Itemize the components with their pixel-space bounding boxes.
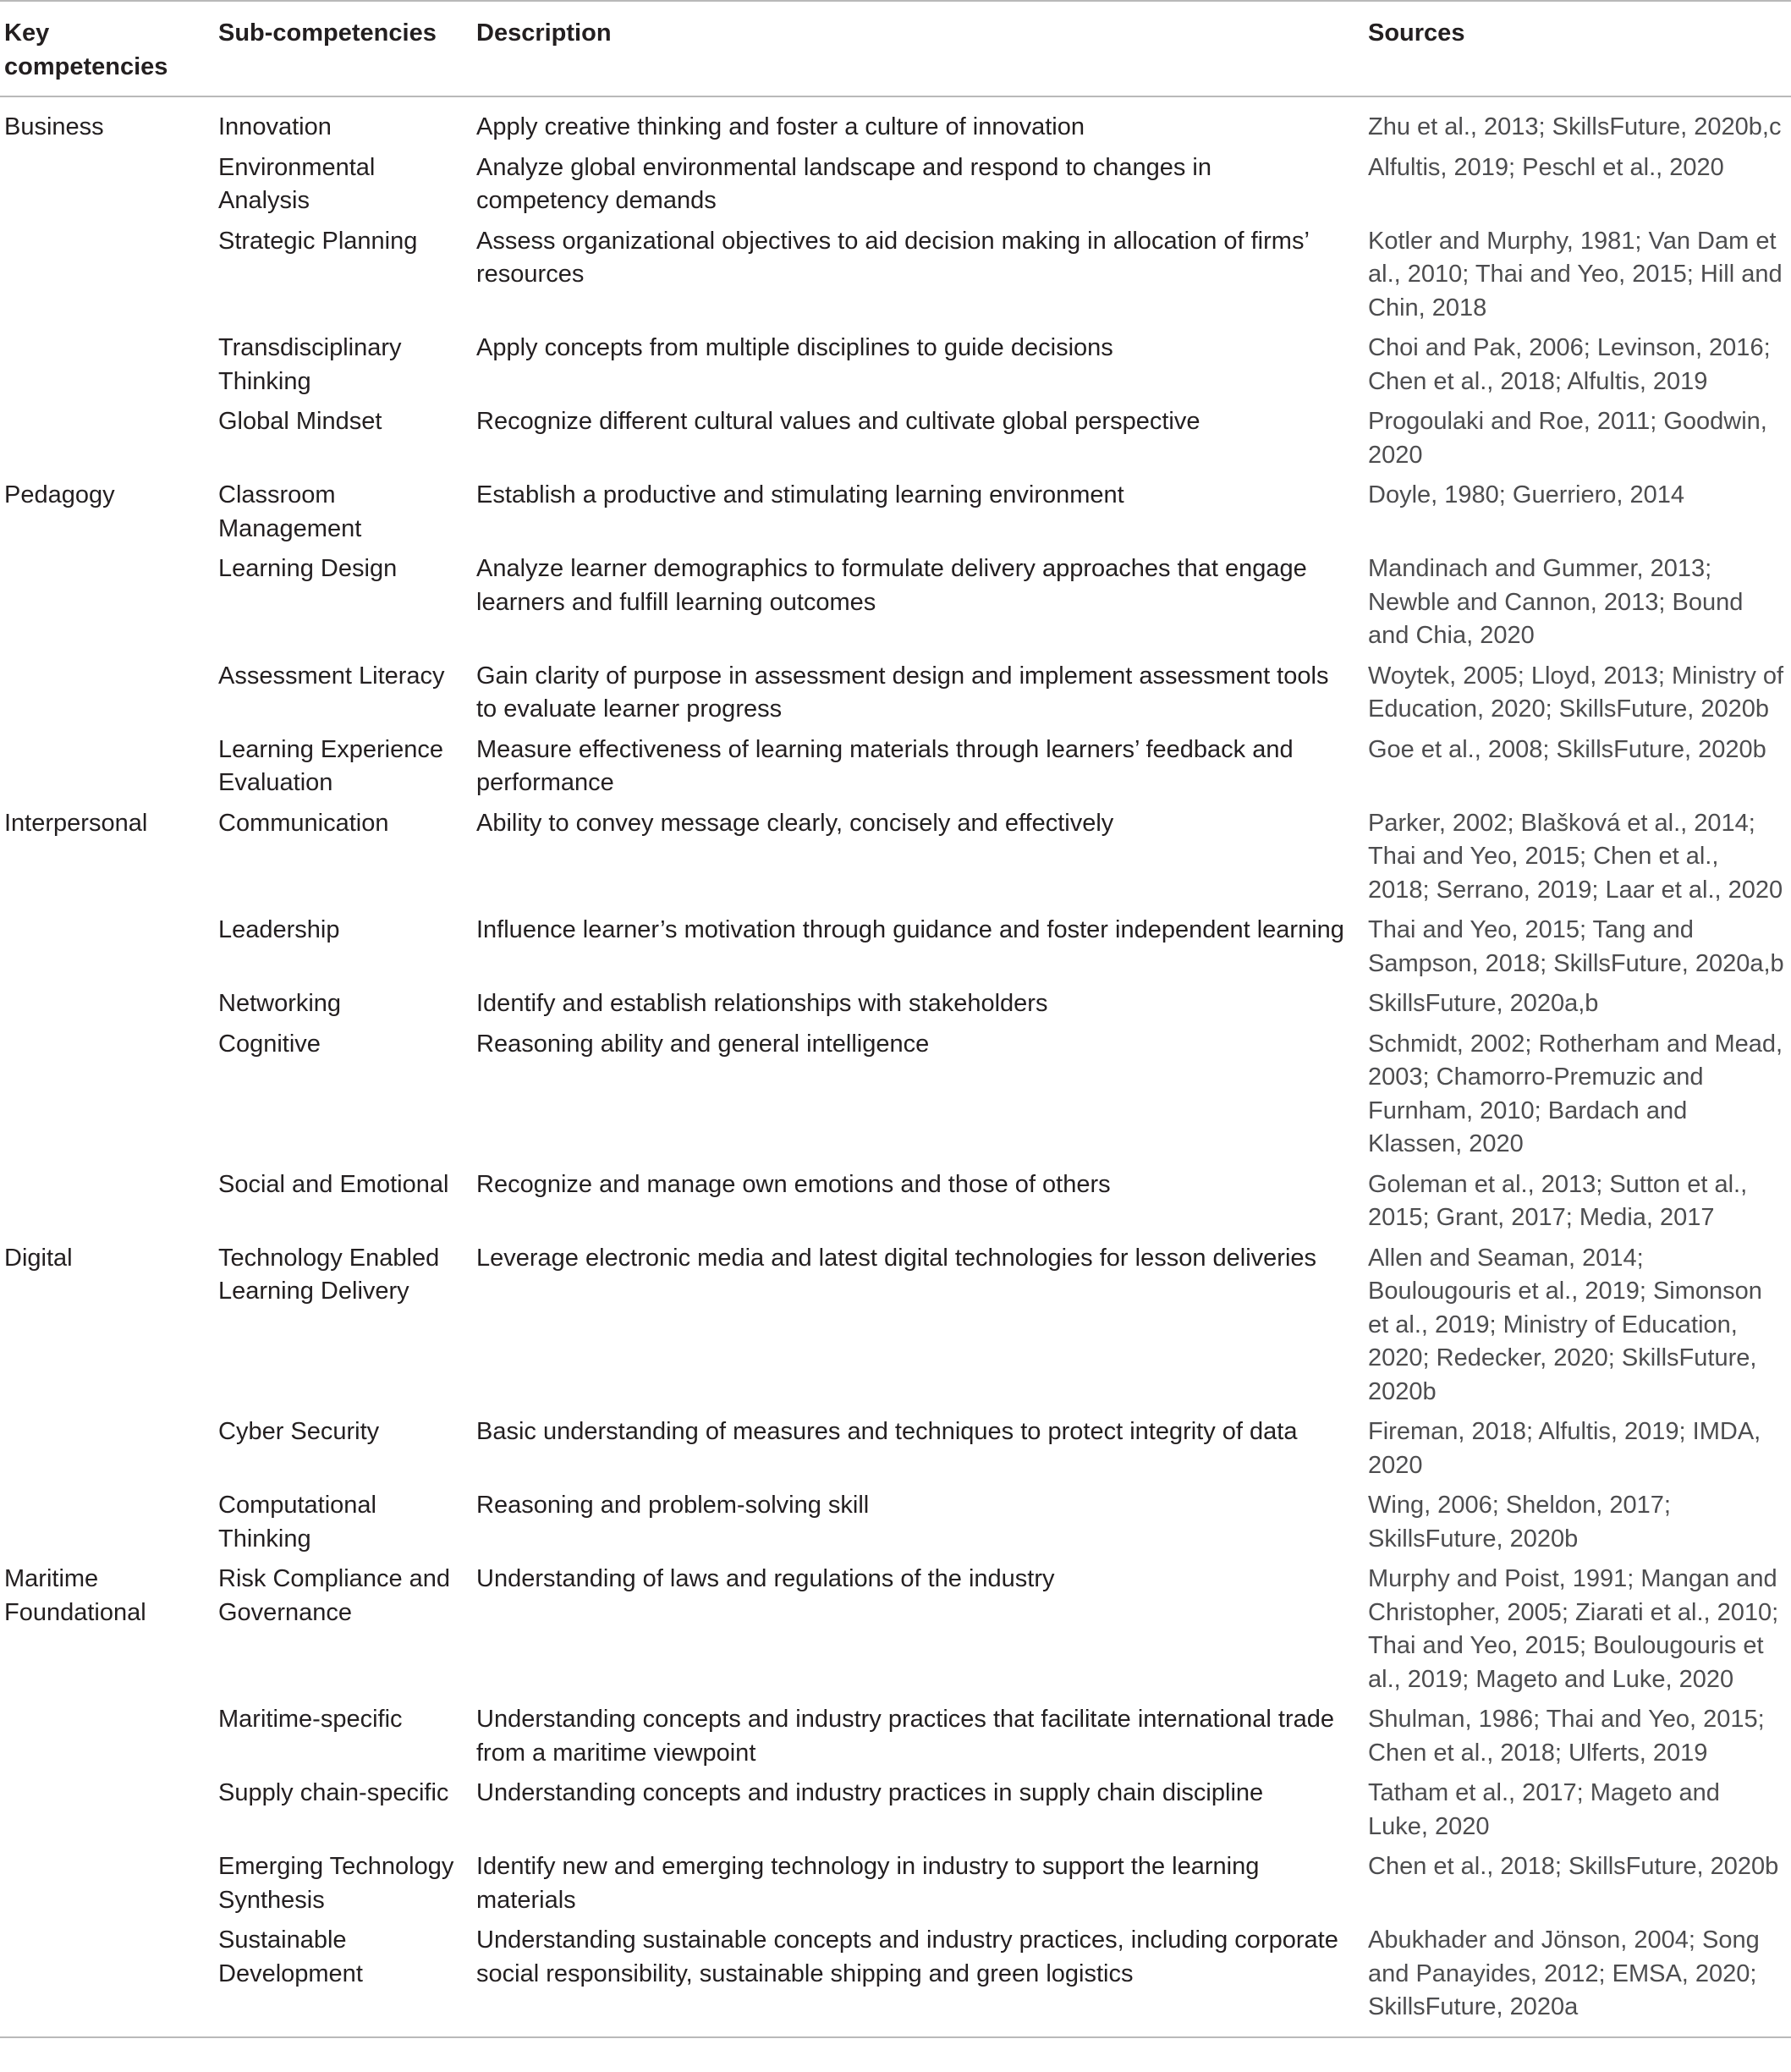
key-competency-cell [0,222,214,329]
sources-cell: Tatham et al., 2017; Mageto and Luke, 2020 [1368,1779,1720,1840]
description-cell: Measure effectiveness of learning materials through learners’ feedback and performance [476,735,1294,796]
header-sources: Sources [1368,19,1465,47]
header-key-competencies: Key competencies [4,19,168,80]
sources-cell: Doyle, 1980; Guerriero, 2014 [1368,481,1684,508]
sources-cell: Goe et al., 2008; SkillsFuture, 2020b [1368,735,1766,763]
sub-competency-cell: Strategic Planning [218,227,418,255]
table-row [0,328,1791,402]
table-row [0,1165,1791,1239]
key-competency-cell [0,1921,214,2037]
sub-competency-cell: Sustainable Development [218,1926,363,1987]
sources-cell: Progoulaki and Roe, 2011; Goodwin, 2020 [1368,408,1767,469]
description-cell: Gain clarity of purpose in assessment design and implement assessment tools to evaluate learner progress [476,662,1329,723]
sources-cell: Fireman, 2018; Alfultis, 2019; IMDA, 2020 [1368,1418,1761,1479]
sub-competency-cell: Learning Experience Evaluation [218,735,444,796]
key-competency-cell [0,1773,214,1847]
key-competency-cell [0,549,214,657]
table-row [0,1412,1791,1486]
sub-competency-cell: Innovation [218,113,332,140]
table-row [0,549,1791,657]
sources-cell: Mandinach and Gummer, 2013; Newble and Cannon, 2013; Bound and Chia, 2020 [1368,555,1744,649]
sources-cell: Murphy and Poist, 1991; Mangan and Christopher, 2005; Ziarati et al., 2010; Thai and Yeo, 2015; Boulougouris et al., 2019; Mageto and Luke, 2020 [1368,1565,1779,1693]
table-row [0,148,1791,222]
table-row [0,984,1791,1025]
key-competency-cell: Business [4,113,104,140]
key-competency-cell [0,1847,214,1921]
sub-competency-cell: Cyber Security [218,1418,380,1445]
description-cell: Reasoning ability and general intelligence [476,1030,930,1058]
sub-competency-cell: Supply chain-specific [218,1779,449,1806]
description-cell: Basic understanding of measures and techniques to protect integrity of data [476,1418,1298,1445]
header-sub-competencies: Sub-competencies [218,19,437,47]
sources-cell: Alfultis, 2019; Peschl et al., 2020 [1368,153,1724,181]
sub-competency-cell: Transdisciplinary Thinking [218,334,402,395]
key-competency-cell: Digital [4,1244,73,1272]
sources-cell: Wing, 2006; Sheldon, 2017; SkillsFuture, 2020b [1368,1492,1671,1553]
description-cell: Identify new and emerging technology in industry to support the learning materials [476,1853,1260,1914]
table-row [0,1773,1791,1847]
sub-competency-cell: Maritime-specific [218,1706,403,1733]
sources-cell: Thai and Yeo, 2015; Tang and Sampson, 2018; SkillsFuture, 2020a,b [1368,916,1784,977]
table-row [0,402,1791,475]
description-cell: Understanding concepts and industry practices in supply chain discipline [476,1779,1264,1806]
description-cell: Recognize and manage own emotions and those of others [476,1170,1111,1198]
sub-competency-cell: Risk Compliance and Governance [218,1565,451,1626]
sub-competency-cell: Networking [218,990,342,1017]
key-competency-cell: Interpersonal [4,809,148,837]
key-competency-cell [0,1165,214,1239]
table-row [0,730,1791,804]
sub-competency-cell: Environmental Analysis [218,153,376,214]
table-row [0,1486,1791,1559]
sources-cell: Kotler and Murphy, 1981; Van Dam et al., 2010; Thai and Yeo, 2015; Hill and Chin, 2018 [1368,227,1783,322]
sources-cell: Choi and Pak, 2006; Levinson, 2016; Chen et al., 2018; Alfultis, 2019 [1368,334,1771,395]
key-competency-cell [0,1700,214,1773]
sub-competency-cell: Classroom Management [218,481,362,542]
description-cell: Assess organizational objectives to aid decision making in allocation of firms’ resources [476,227,1309,288]
table-row [0,657,1791,730]
description-cell: Analyze learner demographics to formulate delivery approaches that engage learners and fulfill learning outcomes [476,555,1307,616]
table-row [0,1239,1791,1413]
sources-cell: Parker, 2002; Blašková et al., 2014; Thai and Yeo, 2015; Chen et al., 2018; Serrano, 2019; Laar et al., 2020 [1368,809,1783,904]
sub-competency-cell: Social and Emotional [218,1170,449,1198]
key-competency-cell [0,1412,214,1486]
key-competency-cell [0,402,214,475]
table-row [0,804,1791,911]
sources-cell: Chen et al., 2018; SkillsFuture, 2020b [1368,1853,1779,1880]
sub-competency-cell: Learning Design [218,555,398,582]
key-competency-cell [0,910,214,984]
table-row [0,1025,1791,1165]
table-body [0,96,1791,2037]
sources-cell: Allen and Seaman, 2014; Boulougouris et al., 2019; Simonson et al., 2019; Ministry of Education, 2020; Redecker, 2020; SkillsFuture, 2020b [1368,1244,1762,1405]
description-cell: Understanding sustainable concepts and industry practices, including corporate social responsibility, sustainable shipping and green logistics [476,1926,1338,1987]
description-cell: Apply concepts from multiple disciplines to guide decisions [476,334,1113,361]
sub-competency-cell: Computational Thinking [218,1492,376,1553]
key-competency-cell [0,1486,214,1559]
description-cell: Understanding of laws and regulations of the industry [476,1565,1055,1592]
table-row [0,1559,1791,1700]
table-row [0,910,1791,984]
description-cell: Ability to convey message clearly, concisely and effectively [476,809,1114,837]
sources-cell: Schmidt, 2002; Rotherham and Mead, 2003; Chamorro-Premuzic and Furnham, 2010; Bardach and Klassen, 2020 [1368,1030,1783,1157]
table-row [0,475,1791,549]
sources-cell: Abukhader and Jönson, 2004; Song and Panayides, 2012; EMSA, 2020; SkillsFuture, 2020a [1368,1926,1760,2020]
sources-cell: SkillsFuture, 2020a,b [1368,990,1599,1017]
sub-competency-cell: Assessment Literacy [218,662,445,690]
description-cell: Understanding concepts and industry practices that facilitate international trade from a maritime viewpoint [476,1706,1334,1767]
description-cell: Leverage electronic media and latest digital technologies for lesson deliveries [476,1244,1317,1272]
table-row [0,1921,1791,2037]
key-competency-cell [0,1025,214,1165]
table-row [0,96,1791,148]
table-row [0,1847,1791,1921]
description-cell: Reasoning and problem-solving skill [476,1492,870,1519]
table-row [0,222,1791,329]
description-cell: Identify and establish relationships with stakeholders [476,990,1048,1017]
sub-competency-cell: Emerging Technology Synthesis [218,1853,454,1914]
sub-competency-cell: Communication [218,809,389,837]
sources-cell: Shulman, 1986; Thai and Yeo, 2015; Chen et al., 2018; Ulferts, 2019 [1368,1706,1765,1767]
key-competency-cell: Pedagogy [4,481,115,508]
sources-cell: Woytek, 2005; Lloyd, 2013; Ministry of Education, 2020; SkillsFuture, 2020b [1368,662,1784,723]
description-cell: Influence learner’s motivation through guidance and foster independent learning [476,916,1344,943]
description-cell: Analyze global environmental landscape and respond to changes in competency demands [476,153,1211,214]
description-cell: Apply creative thinking and foster a culture of innovation [476,113,1085,140]
key-competency-cell [0,730,214,804]
description-cell: Recognize different cultural values and cultivate global perspective [476,408,1200,435]
description-cell: Establish a productive and stimulating learning environment [476,481,1124,508]
sources-cell: Zhu et al., 2013; SkillsFuture, 2020b,c [1368,113,1782,140]
key-competency-cell [0,984,214,1025]
table-row [0,1700,1791,1773]
key-competency-cell: Maritime Foundational [4,1565,146,1626]
key-competency-cell [0,657,214,730]
header-description: Description [476,19,612,47]
table-header-row [0,1,1791,96]
sub-competency-cell: Leadership [218,916,340,943]
sub-competency-cell: Cognitive [218,1030,321,1058]
key-competency-cell [0,148,214,222]
key-competency-cell [0,328,214,402]
sources-cell: Goleman et al., 2013; Sutton et al., 2015; Grant, 2017; Media, 2017 [1368,1170,1748,1231]
sub-competency-cell: Technology Enabled Learning Delivery [218,1244,440,1305]
sub-competency-cell: Global Mindset [218,408,382,435]
